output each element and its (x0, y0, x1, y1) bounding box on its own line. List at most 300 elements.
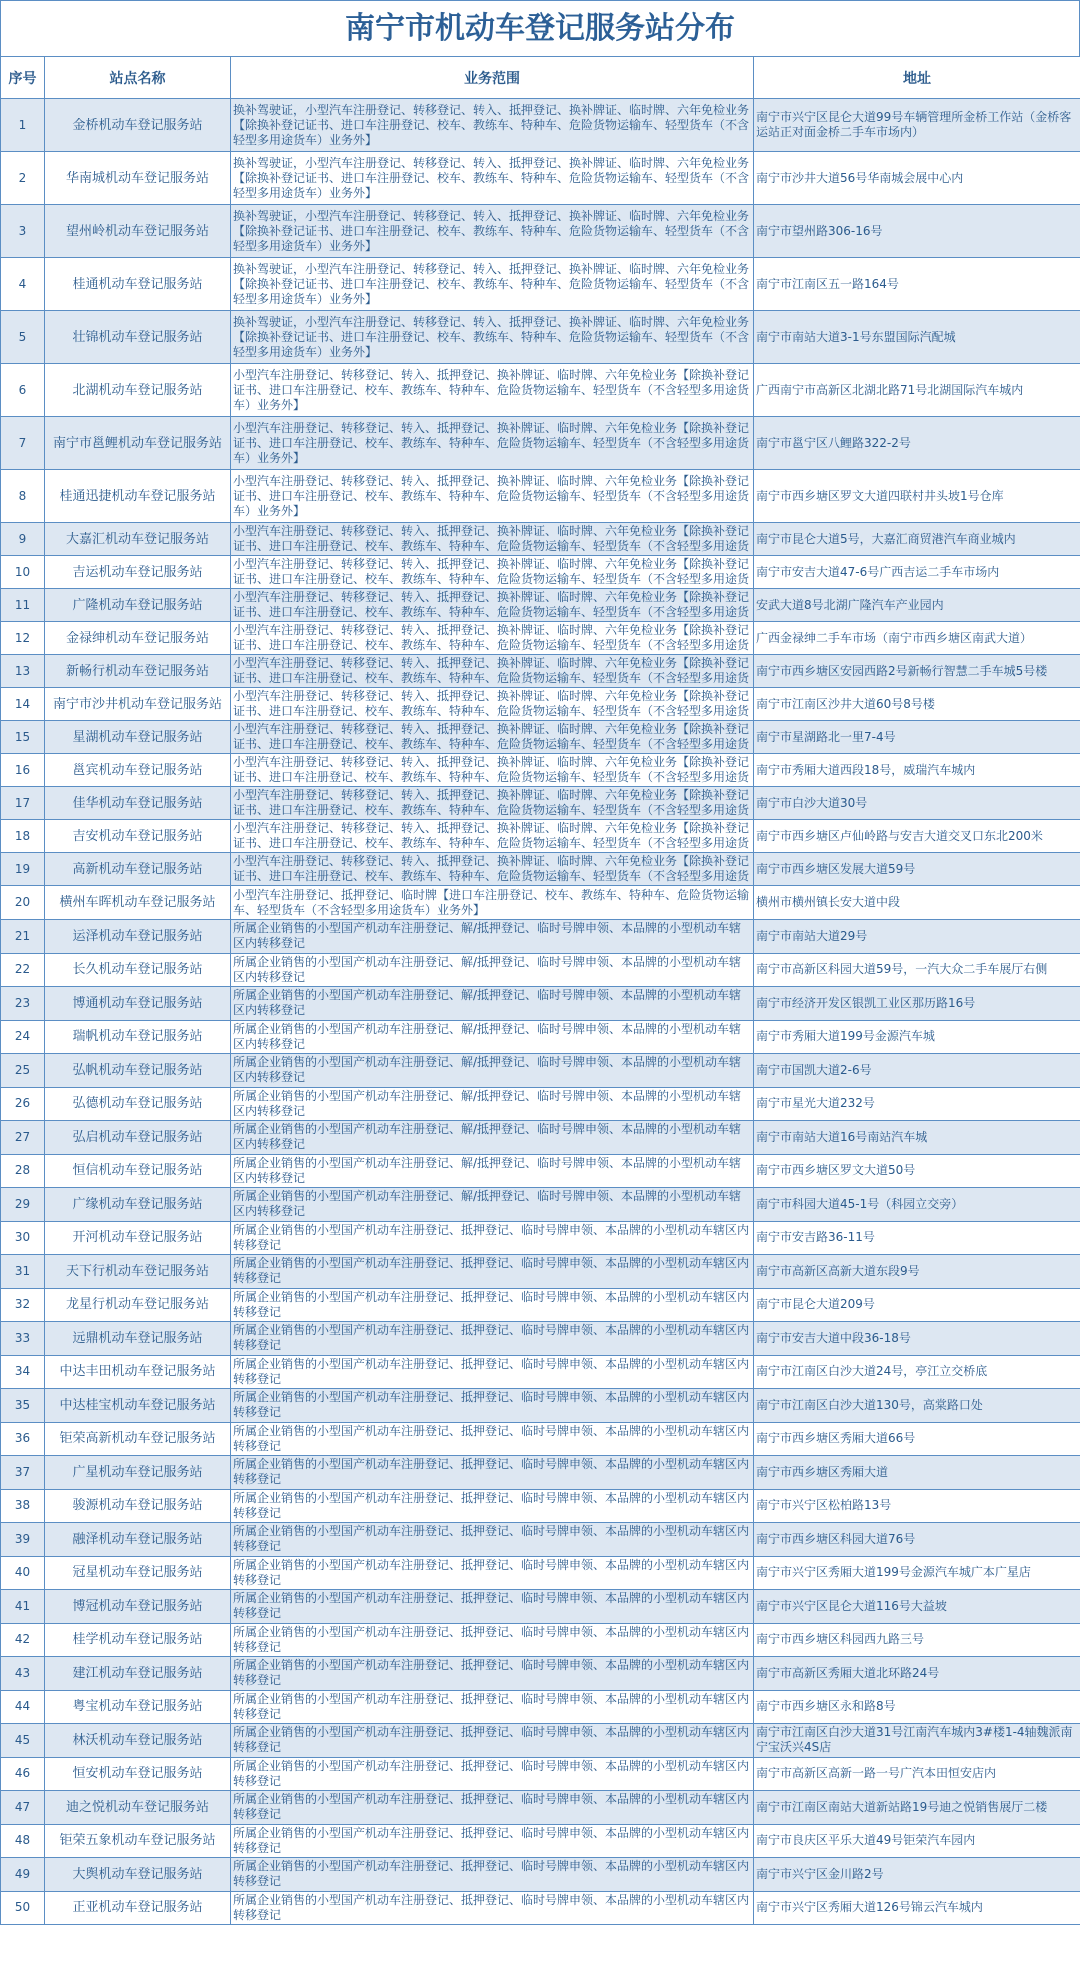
station-name (45, 1556, 231, 1590)
station-name (45, 1054, 231, 1088)
row-number-text: 40 (14, 1565, 31, 1580)
station-name-text: 融泽机动车登记服务站 (72, 1531, 203, 1547)
station-name-text: 吉安机动车登记服务站 (72, 828, 203, 844)
row-number (1, 1690, 45, 1724)
station-address-text: 南宁市兴宁区秀厢大道126号锦云汽车城内 (756, 1900, 983, 1915)
business-scope-text: 所属企业销售的小型国产机动车注册登记、抵押登记、临时号牌申领、本品牌的小型机动车辖区内转移登记 (233, 1725, 750, 1755)
station-address-text: 南宁市江南区沙井大道60号8号楼 (756, 696, 935, 711)
station-name-text: 桂通机动车登记服务站 (72, 276, 203, 292)
table-row (1, 1523, 1080, 1557)
row-number (1, 417, 45, 470)
business-scope-text: 小型汽车注册登记、转移登记、转入、抵押登记、换补牌证、临时牌、六年免检业务【除换补登记证书、进口车注册登记、校车、教练车、特种车、危险货物运输车、轻型货车（不含轻型多用途货 (233, 821, 750, 850)
row-number (1, 364, 45, 417)
row-number (1, 1288, 45, 1322)
table-row (1, 1791, 1080, 1825)
station-address (754, 622, 1080, 655)
station-name-text: 弘启机动车登记服务站 (72, 1129, 203, 1145)
business-scope-text: 小型汽车注册登记、转移登记、转入、抵押登记、换补牌证、临时牌、六年免检业务【除换补登记证书、进口车注册登记、校车、教练车、特种车、危险货物运输车、轻型货车（不含轻型多用途货 (233, 557, 750, 586)
station-address (754, 1087, 1080, 1121)
station-address (754, 721, 1080, 754)
station-name-text: 高新机动车登记服务站 (72, 861, 203, 877)
row-number (1, 721, 45, 754)
row-number-text: 32 (14, 1297, 31, 1312)
table-row (1, 953, 1080, 987)
row-number-text: 15 (14, 729, 31, 744)
business-scope (231, 1791, 754, 1825)
station-name (45, 1791, 231, 1825)
station-address (754, 470, 1080, 523)
business-scope-text: 所属企业销售的小型国产机动车注册登记、抵押登记、临时号牌申领、本品牌的小型机动车辖区内转移登记 (233, 1423, 750, 1453)
station-name-text: 新畅行机动车登记服务站 (65, 663, 209, 679)
station-name-text: 弘帆机动车登记服务站 (72, 1062, 203, 1078)
station-name-text: 博通机动车登记服务站 (72, 995, 203, 1011)
table-row (1, 1657, 1080, 1691)
table-row (1, 311, 1080, 364)
station-name (45, 1523, 231, 1557)
station-address-text: 南宁市良庆区平乐大道49号钜荣汽车园内 (756, 1833, 976, 1848)
station-address (754, 589, 1080, 622)
table-row (1, 787, 1080, 820)
station-address-text: 南宁市江南区白沙大道24号，亭江立交桥底 (756, 1364, 988, 1379)
table-row (1, 721, 1080, 754)
station-name-text: 横州车晖机动车登记服务站 (59, 895, 216, 910)
station-address-text: 南宁市南站大道3-1号东盟国际汽配城 (756, 329, 956, 344)
row-number-text: 47 (14, 1799, 31, 1814)
business-scope-text: 所属企业销售的小型国产机动车注册登记、抵押登记、临时号牌申领、本品牌的小型机动车辖区内转移登记 (233, 1758, 750, 1788)
business-scope (231, 364, 754, 417)
table-row (1, 1456, 1080, 1490)
station-name (45, 953, 231, 987)
station-name-text: 中达桂宝机动车登记服务站 (59, 1397, 216, 1413)
business-scope-text: 所属企业销售的小型国产机动车注册登记、抵押登记、临时号牌申领、本品牌的小型机动车辖区内转移登记 (233, 1859, 750, 1889)
station-address-text: 南宁市高新区高新大道东段9号 (756, 1263, 920, 1278)
station-address-text: 南宁市南站大道16号南站汽车城 (756, 1129, 928, 1144)
business-scope (231, 1657, 754, 1691)
business-scope-text: 所属企业销售的小型国产机动车注册登记、解/抵押登记、临时号牌申领、本品牌的小型机动车辖区内转移登记 (233, 921, 742, 951)
row-number (1, 1590, 45, 1624)
station-address-text: 南宁市江南区白沙大道31号江南汽车城内3#楼1-4轴魏派南宁宝沃兴4S店 (756, 1725, 1073, 1755)
business-scope (231, 205, 754, 258)
station-address (754, 987, 1080, 1021)
station-address (754, 1221, 1080, 1255)
station-address-text: 南宁市星湖路北一里7-4号 (756, 729, 896, 744)
station-name (45, 556, 231, 589)
station-name-text: 大舆机动车登记服务站 (72, 1866, 203, 1882)
station-name (45, 152, 231, 205)
table-row (1, 556, 1080, 589)
row-number (1, 987, 45, 1021)
station-address (754, 1757, 1080, 1791)
station-address (754, 920, 1080, 954)
table-row (1, 1489, 1080, 1523)
business-scope (231, 1623, 754, 1657)
row-number-text: 48 (14, 1833, 31, 1848)
station-address-text: 南宁市西乡塘区科园西九路三号 (756, 1632, 925, 1647)
station-address-text: 南宁市兴宁区金川路2号 (756, 1866, 884, 1881)
business-scope (231, 417, 754, 470)
business-scope (231, 523, 754, 556)
station-address-text: 南宁市高新区科园大道59号，一汽大众二手车展厅右侧 (756, 962, 1048, 977)
station-address (754, 1422, 1080, 1456)
business-scope (231, 688, 754, 721)
station-name (45, 1623, 231, 1657)
table-row (1, 1355, 1080, 1389)
business-scope-text: 所属企业销售的小型国产机动车注册登记、抵押登记、临时号牌申领、本品牌的小型机动车辖区内转移登记 (233, 1691, 750, 1721)
station-address-text: 南宁市西乡塘区罗文大道50号 (756, 1163, 916, 1178)
row-number (1, 152, 45, 205)
business-scope-text: 小型汽车注册登记、转移登记、转入、抵押登记、换补牌证、临时牌、六年免检业务【除换补登记证书、进口车注册登记、校车、教练车、特种车、危险货物运输车、轻型货车（不含轻型多用途货车）业务外】 (233, 420, 750, 465)
station-name-text: 恒信机动车登记服务站 (72, 1163, 203, 1179)
station-address (754, 1724, 1080, 1758)
row-number (1, 99, 45, 152)
table-row (1, 754, 1080, 787)
station-name (45, 920, 231, 954)
station-name (45, 886, 231, 920)
business-scope-text: 小型汽车注册登记、转移登记、转入、抵押登记、换补牌证、临时牌、六年免检业务【除换补登记证书、进口车注册登记、校车、教练车、特种车、危险货物运输车、轻型货车（不含轻型多用途货 (233, 722, 750, 751)
business-scope (231, 1054, 754, 1088)
station-name (45, 1255, 231, 1289)
header-address: 地址 (754, 57, 1080, 99)
business-scope (231, 1489, 754, 1523)
business-scope-text: 小型汽车注册登记、转移登记、转入、抵押登记、换补牌证、临时牌、六年免检业务【除换补登记证书、进口车注册登记、校车、教练车、特种车、危险货物运输车、轻型货车（不含轻型多用途货 (233, 788, 750, 817)
business-scope (231, 470, 754, 523)
station-name (45, 1657, 231, 1691)
row-number-text: 14 (14, 696, 31, 711)
business-scope-text: 所属企业销售的小型国产机动车注册登记、抵押登记、临时号牌申领、本品牌的小型机动车辖区内转移登记 (233, 1222, 750, 1252)
station-address (754, 205, 1080, 258)
station-address (754, 152, 1080, 205)
station-name-text: 钜荣五象机动车登记服务站 (59, 1833, 216, 1849)
row-number-text: 11 (14, 597, 31, 612)
station-name-text: 吉运机动车登记服务站 (72, 564, 203, 580)
business-scope (231, 258, 754, 311)
station-address-text: 南宁市西乡塘区秀厢大道 (756, 1464, 889, 1479)
station-name (45, 1020, 231, 1054)
row-number (1, 622, 45, 655)
row-number (1, 556, 45, 589)
business-scope (231, 886, 754, 920)
row-number-text: 35 (14, 1397, 31, 1412)
row-number (1, 1121, 45, 1155)
business-scope (231, 721, 754, 754)
table-row (1, 1422, 1080, 1456)
row-number (1, 953, 45, 987)
business-scope-text: 所属企业销售的小型国产机动车注册登记、解/抵押登记、临时号牌申领、本品牌的小型机动车辖区内转移登记 (233, 1055, 742, 1085)
table-row (1, 1121, 1080, 1155)
station-name (45, 1154, 231, 1188)
station-name-text: 邕宾机动车登记服务站 (72, 762, 203, 778)
header-row (1, 57, 1080, 99)
table-row (1, 820, 1080, 853)
station-address-text: 南宁市秀厢大道西段18号，威瑞汽车城内 (756, 762, 976, 777)
row-number (1, 1489, 45, 1523)
station-address (754, 417, 1080, 470)
station-name (45, 853, 231, 886)
station-name-text: 钜荣高新机动车登记服务站 (59, 1431, 216, 1447)
business-scope-text: 小型汽车注册登记、转移登记、转入、抵押登记、换补牌证、临时牌、六年免检业务【除换补登记证书、进口车注册登记、校车、教练车、特种车、危险货物运输车、轻型货车（不含轻型多用途货车）业务外】 (233, 367, 750, 412)
row-number-text: 41 (14, 1598, 31, 1613)
row-number-text: 42 (14, 1632, 31, 1647)
business-scope (231, 1456, 754, 1490)
station-address-text: 南宁市安吉大道中段36-18号 (756, 1330, 911, 1345)
business-scope (231, 1087, 754, 1121)
row-number-text: 30 (14, 1230, 31, 1245)
business-scope-text: 所属企业销售的小型国产机动车注册登记、抵押登记、临时号牌申领、本品牌的小型机动车辖区内转移登记 (233, 1390, 750, 1420)
business-scope-text: 换补驾驶证，小型汽车注册登记、转移登记、转入、抵押登记、换补牌证、临时牌、六年免检业务【除换补登记证书、进口车注册登记、校车、教练车、特种车、危险货物运输车、轻型货车（不含轻型多用途货车）业务外】 (233, 261, 750, 306)
station-name (45, 205, 231, 258)
station-address-text: 南宁市江南区白沙大道130号，高棠路口处 (756, 1397, 983, 1412)
row-number-text: 34 (14, 1364, 31, 1379)
station-address (754, 1154, 1080, 1188)
station-address-text: 南宁市西乡塘区卢仙岭路与安吉大道交叉口东北200米 (756, 828, 1043, 843)
station-address-text: 南宁市江南区五一路164号 (756, 276, 899, 291)
row-number-text: 33 (14, 1330, 31, 1345)
station-name (45, 1858, 231, 1892)
business-scope-text: 所属企业销售的小型国产机动车注册登记、抵押登记、临时号牌申领、本品牌的小型机动车辖区内转移登记 (233, 1256, 750, 1286)
station-address-text: 南宁市沙井大道56号华南城会展中心内 (756, 170, 964, 185)
row-number (1, 1221, 45, 1255)
header-no: 序号 (1, 57, 45, 99)
row-number (1, 1188, 45, 1222)
row-number-text: 46 (14, 1766, 31, 1781)
business-scope (231, 1121, 754, 1155)
station-address-text: 南宁市高新区高新一路一号广汽本田恒安店内 (756, 1766, 997, 1781)
station-name-text: 星湖机动车登记服务站 (72, 729, 203, 745)
station-address (754, 886, 1080, 920)
station-address-text: 南宁市邕宁区八鲤路322-2号 (756, 435, 911, 450)
station-name-text: 广缘机动车登记服务站 (72, 1196, 203, 1212)
station-name-text: 佳华机动车登记服务站 (72, 795, 203, 811)
row-number (1, 655, 45, 688)
table-row (1, 1154, 1080, 1188)
business-scope (231, 1020, 754, 1054)
station-name-text: 华南城机动车登记服务站 (65, 170, 209, 186)
business-scope-text: 所属企业销售的小型国产机动车注册登记、抵押登记、临时号牌申领、本品牌的小型机动车辖区内转移登记 (233, 1825, 750, 1855)
business-scope-text: 小型汽车注册登记、转移登记、转入、抵押登记、换补牌证、临时牌、六年免检业务【除换补登记证书、进口车注册登记、校车、教练车、特种车、危险货物运输车、轻型货车（不含轻型多用途货 (233, 590, 750, 619)
station-name (45, 1690, 231, 1724)
business-scope (231, 1523, 754, 1557)
business-scope-text: 换补驾驶证，小型汽车注册登记、转移登记、转入、抵押登记、换补牌证、临时牌、六年免检业务【除换补登记证书、进口车注册登记、校车、教练车、特种车、危险货物运输车、轻型货车（不含轻型多用途货车）业务外】 (233, 208, 750, 253)
station-address (754, 1556, 1080, 1590)
table-row (1, 920, 1080, 954)
table-row (1, 1556, 1080, 1590)
station-address (754, 523, 1080, 556)
station-name (45, 258, 231, 311)
station-name-text: 北湖机动车登记服务站 (72, 382, 203, 398)
station-address-text: 南宁市兴宁区秀厢大道199号金源汽车城广本广星店 (756, 1565, 1031, 1580)
business-scope (231, 1288, 754, 1322)
row-number (1, 886, 45, 920)
row-number-text: 4 (18, 276, 27, 291)
row-number-text: 44 (14, 1699, 31, 1714)
station-name (45, 523, 231, 556)
page-title: 南宁市机动车登记服务站分布 (0, 0, 1080, 56)
station-address-text: 广西南宁市高新区北湖北路71号北湖国际汽车城内 (756, 382, 1024, 397)
business-scope (231, 1891, 754, 1925)
station-name (45, 820, 231, 853)
row-number (1, 787, 45, 820)
business-scope (231, 1724, 754, 1758)
station-name (45, 754, 231, 787)
table-row (1, 1020, 1080, 1054)
station-name-text: 开河机动车登记服务站 (72, 1230, 203, 1246)
table-row (1, 1389, 1080, 1423)
table-row (1, 1724, 1080, 1758)
row-number-text: 29 (14, 1196, 31, 1211)
table-body (1, 99, 1080, 1925)
business-scope-text: 小型汽车注册登记、转移登记、转入、抵押登记、换补牌证、临时牌、六年免检业务【除换补登记证书、进口车注册登记、校车、教练车、特种车、危险货物运输车、轻型货车（不含轻型多用途货 (233, 524, 750, 553)
station-address-text: 南宁市安吉路36-11号 (756, 1230, 875, 1245)
table-row (1, 1087, 1080, 1121)
row-number (1, 1020, 45, 1054)
station-name (45, 688, 231, 721)
row-number (1, 1054, 45, 1088)
station-name (45, 1757, 231, 1791)
table-row (1, 1824, 1080, 1858)
row-number (1, 470, 45, 523)
station-name-text: 壮锦机动车登记服务站 (72, 329, 203, 345)
row-number-text: 39 (14, 1531, 31, 1546)
station-name-text: 迪之悦机动车登记服务站 (65, 1799, 209, 1815)
table-row (1, 1623, 1080, 1657)
row-number-text: 25 (14, 1062, 31, 1077)
business-scope (231, 1858, 754, 1892)
business-scope-text: 小型汽车注册登记、转移登记、转入、抵押登记、换补牌证、临时牌、六年免检业务【除换补登记证书、进口车注册登记、校车、教练车、特种车、危险货物运输车、轻型货车（不含轻型多用途货 (233, 623, 750, 652)
table-row (1, 523, 1080, 556)
row-number-text: 28 (14, 1163, 31, 1178)
row-number-text: 23 (14, 995, 31, 1010)
station-name-text: 金桥机动车登记服务站 (72, 117, 203, 133)
business-scope (231, 920, 754, 954)
row-number (1, 1322, 45, 1356)
business-scope-text: 所属企业销售的小型国产机动车注册登记、解/抵押登记、临时号牌申领、本品牌的小型机动车辖区内转移登记 (233, 954, 742, 984)
business-scope (231, 622, 754, 655)
header-scope: 业务范围 (231, 57, 754, 99)
business-scope (231, 1690, 754, 1724)
station-address (754, 258, 1080, 311)
station-name-text: 瑞帆机动车登记服务站 (72, 1029, 203, 1045)
row-number-text: 2 (18, 170, 27, 185)
row-number-text: 1 (18, 117, 27, 132)
business-scope-text: 所属企业销售的小型国产机动车注册登记、解/抵押登记、临时号牌申领、本品牌的小型机动车辖区内转移登记 (233, 1021, 742, 1051)
station-name-text: 弘德机动车登记服务站 (72, 1096, 203, 1112)
row-number (1, 1724, 45, 1758)
business-scope (231, 987, 754, 1021)
station-name (45, 721, 231, 754)
station-name (45, 1322, 231, 1356)
station-name (45, 1422, 231, 1456)
station-address (754, 1121, 1080, 1155)
business-scope (231, 556, 754, 589)
station-name (45, 1389, 231, 1423)
business-scope-text: 所属企业销售的小型国产机动车注册登记、抵押登记、临时号牌申领、本品牌的小型机动车辖区内转移登记 (233, 1658, 750, 1688)
station-name-text: 望州岭机动车登记服务站 (65, 223, 209, 239)
station-name-text: 龙星行机动车登记服务站 (65, 1297, 209, 1313)
row-number-text: 49 (14, 1866, 31, 1881)
row-number (1, 920, 45, 954)
business-scope (231, 953, 754, 987)
row-number-text: 9 (18, 531, 27, 546)
station-name-text: 桂通迅捷机动车登记服务站 (59, 488, 216, 504)
business-scope (231, 1154, 754, 1188)
station-name (45, 655, 231, 688)
table-row (1, 152, 1080, 205)
station-table (0, 56, 1080, 1925)
station-name-text: 长久机动车登记服务站 (72, 962, 203, 978)
business-scope-text: 所属企业销售的小型国产机动车注册登记、解/抵押登记、临时号牌申领、本品牌的小型机动车辖区内转移登记 (233, 1088, 742, 1118)
station-address (754, 1020, 1080, 1054)
station-name-text: 中达丰田机动车登记服务站 (59, 1364, 216, 1380)
business-scope (231, 853, 754, 886)
station-address (754, 754, 1080, 787)
table-row (1, 688, 1080, 721)
station-address-text: 安武大道8号北湖广隆汽车产业园内 (756, 597, 944, 612)
station-name (45, 1121, 231, 1155)
station-name-text: 南宁市邕鲤机动车登记服务站 (52, 435, 222, 451)
business-scope-text: 所属企业销售的小型国产机动车注册登记、抵押登记、临时号牌申领、本品牌的小型机动车辖区内转移登记 (233, 1892, 750, 1922)
business-scope (231, 1389, 754, 1423)
station-address-text: 南宁市江南区南站大道新站路19号迪之悦销售展厅二楼 (756, 1799, 1048, 1814)
business-scope-text: 小型汽车注册登记、抵押登记、临时牌【进口车注册登记、校车、教练车、特种车、危险货物运输车、轻型货车（不含轻型多用途货车）业务外】 (233, 887, 750, 917)
row-number (1, 820, 45, 853)
station-address (754, 1322, 1080, 1356)
station-address-text: 南宁市西乡塘区罗文大道四联村井头坡1号仓库 (756, 488, 1004, 503)
station-address (754, 655, 1080, 688)
station-name-text: 粤宝机动车登记服务站 (72, 1699, 203, 1715)
row-number-text: 38 (14, 1498, 31, 1513)
business-scope (231, 311, 754, 364)
table-row (1, 1255, 1080, 1289)
station-address (754, 1288, 1080, 1322)
header-name: 站点名称 (45, 57, 231, 99)
station-name-text: 恒安机动车登记服务站 (72, 1766, 203, 1782)
table-row (1, 470, 1080, 523)
station-name (45, 1590, 231, 1624)
row-number-text: 24 (14, 1029, 31, 1044)
table-row (1, 364, 1080, 417)
row-number (1, 1757, 45, 1791)
row-number (1, 1154, 45, 1188)
station-name-text: 运泽机动车登记服务站 (72, 928, 203, 944)
station-name (45, 787, 231, 820)
station-address-text: 广西金禄绅二手车市场（南宁市西乡塘区南武大道） (756, 630, 1033, 645)
station-name-text: 远鼎机动车登记服务站 (72, 1330, 203, 1346)
table-row (1, 1858, 1080, 1892)
row-number (1, 1087, 45, 1121)
station-name (45, 1288, 231, 1322)
station-address-text: 南宁市科园大道45-1号（科园立交旁） (756, 1196, 964, 1211)
station-address (754, 1690, 1080, 1724)
business-scope (231, 1322, 754, 1356)
station-address-text: 南宁市西乡塘区秀厢大道66号 (756, 1431, 916, 1446)
station-name (45, 1087, 231, 1121)
station-name (45, 1355, 231, 1389)
business-scope-text: 小型汽车注册登记、转移登记、转入、抵押登记、换补牌证、临时牌、六年免检业务【除换补登记证书、进口车注册登记、校车、教练车、特种车、危险货物运输车、轻型货车（不含轻型多用途货 (233, 755, 750, 784)
station-address-text: 南宁市兴宁区松柏路13号 (756, 1498, 892, 1513)
table-row (1, 1590, 1080, 1624)
table-row (1, 622, 1080, 655)
station-name (45, 1188, 231, 1222)
table-row (1, 1690, 1080, 1724)
station-address (754, 820, 1080, 853)
row-number-text: 43 (14, 1665, 31, 1680)
row-number-text: 21 (14, 928, 31, 943)
station-address-text: 南宁市兴宁区昆仑大道116号大益坡 (756, 1598, 947, 1613)
table-row (1, 99, 1080, 152)
business-scope-text: 换补驾驶证，小型汽车注册登记、转移登记、转入、抵押登记、换补牌证、临时牌、六年免检业务【除换补登记证书、进口车注册登记、校车、教练车、特种车、危险货物运输车、轻型货车（不含轻型多用途货车）业务外】 (233, 155, 750, 200)
business-scope (231, 754, 754, 787)
station-address-text: 南宁市西乡塘区安园西路2号新畅行智慧二手车城5号楼 (756, 663, 1048, 678)
